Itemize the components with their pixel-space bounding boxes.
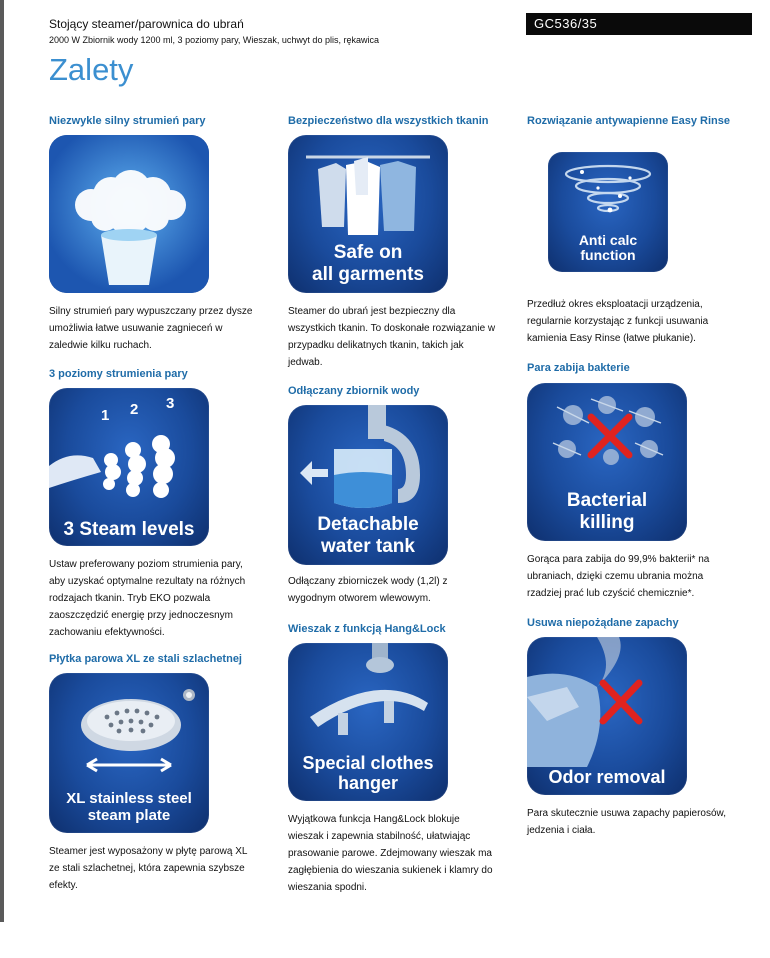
steam-burst-heading: Niezwykle silny strumień pary xyxy=(49,115,206,127)
level-number-1: 1 xyxy=(101,407,110,424)
safe-garments-heading: Bezpieczeństwo dla wszystkich tkanin xyxy=(288,115,489,127)
odor-text: Para skutecznie usuwa zapachy papierosów, jedzenia i ciała. xyxy=(527,808,727,836)
steam-burst-tile xyxy=(49,135,209,293)
page-title: Zalety xyxy=(49,52,134,87)
steam-levels-heading: 3 poziomy strumienia pary xyxy=(49,368,188,380)
bacteria-heading: Para zabija bakterie xyxy=(527,362,630,374)
hanger-text: Wyjątkowa funkcja Hang&Lock blokuje wieszak i zapewnia stabilność, ułatwiając prasowanie parowe. Zdejmowany wieszak ma zagłębienia do wieszania sukienek i klamry do wieszania spodni. xyxy=(288,814,493,893)
steam-burst-text: Silny strumień pary wypuszczany przez dysze umożliwia łatwe usuwanie zagnieceń w zaledwie kilku ruchach. xyxy=(49,306,253,351)
steam-plate-heading: Płytka parowa XL ze stali szlachetnej xyxy=(49,653,242,665)
bacteria-label: Bacterial killing xyxy=(566,490,648,533)
steam-plate-tile xyxy=(49,673,209,833)
level-number-3: 3 xyxy=(166,395,175,412)
odor-heading: Usuwa niepożądane zapachy xyxy=(527,617,679,629)
bacteria-tile xyxy=(527,383,687,541)
hanger-tile xyxy=(288,643,448,801)
level-number-2: 2 xyxy=(130,401,139,418)
safe-garments-text: Steamer do ubrań jest bezpieczny dla wszystkich tkanin. To doskonałe rozwiązanie w przypadku delikatnych tkanin, takich jak jedwab. xyxy=(288,306,496,368)
steam-plate-text: Steamer jest wyposażony w płytę parową XL ze stali szlachetnej, która zapewnia szybsze efekty. xyxy=(49,846,248,891)
product-subtitle: 2000 W Zbiornik wody 1200 ml, 3 poziomy pary, Wieszak, uchwyt do plis, rękawica xyxy=(49,35,379,45)
safe-garments-label: Safe on all garments xyxy=(312,242,424,285)
hanger-heading: Wieszak z funkcją Hang&Lock xyxy=(288,623,446,635)
water-tank-label: Detachable water tank xyxy=(317,514,419,557)
anti-calc-text: Przedłuż okres eksploatacji urządzenia, regularnie korzystając z funkcji usuwania kamienia Easy Rinse (łatwe płukanie). xyxy=(527,299,709,344)
product-title: Stojący steamer/parownica do ubrań xyxy=(49,17,244,31)
model-badge: GC536/35 xyxy=(526,13,752,35)
anti-calc-heading: Rozwiązanie antywapienne Easy Rinse xyxy=(527,115,730,127)
steam-levels-label: 3 Steam levels xyxy=(63,518,195,540)
bacteria-text: Gorąca para zabija do 99,9% bakterii* na ubraniach, dzięki czemu ubrania można rzadziej prać lub czyścić chemicznie*. xyxy=(527,554,710,599)
odor-tile xyxy=(527,637,687,795)
hanger-label: Special clothes hanger xyxy=(302,752,434,793)
steam-levels-tile xyxy=(49,388,209,546)
water-tank-text: Odłączany zbiorniczek wody (1,2l) z wygodnym otworem wlewowym. xyxy=(288,576,448,604)
page-edge-rule xyxy=(0,0,4,922)
steam-burst-icon xyxy=(49,135,209,293)
water-tank-tile xyxy=(288,405,448,565)
odor-label: Odor removal xyxy=(548,766,666,787)
water-tank-heading: Odłączany zbiornik wody xyxy=(288,385,420,397)
steam-plate-label: XL stainless steel steam plate xyxy=(66,790,192,825)
steam-levels-text: Ustaw preferowany poziom strumienia pary, aby uzyskać optymalne rezultaty na różnych rodzajach tkanin. Tryb EKO pozwala zaoszczędzić energię przy jednoczesnym zachowaniu efektywności. xyxy=(49,559,246,638)
safe-garments-tile xyxy=(288,135,448,293)
anti-calc-label: Anti calc function xyxy=(578,231,638,264)
anti-calc-tile xyxy=(548,152,668,272)
